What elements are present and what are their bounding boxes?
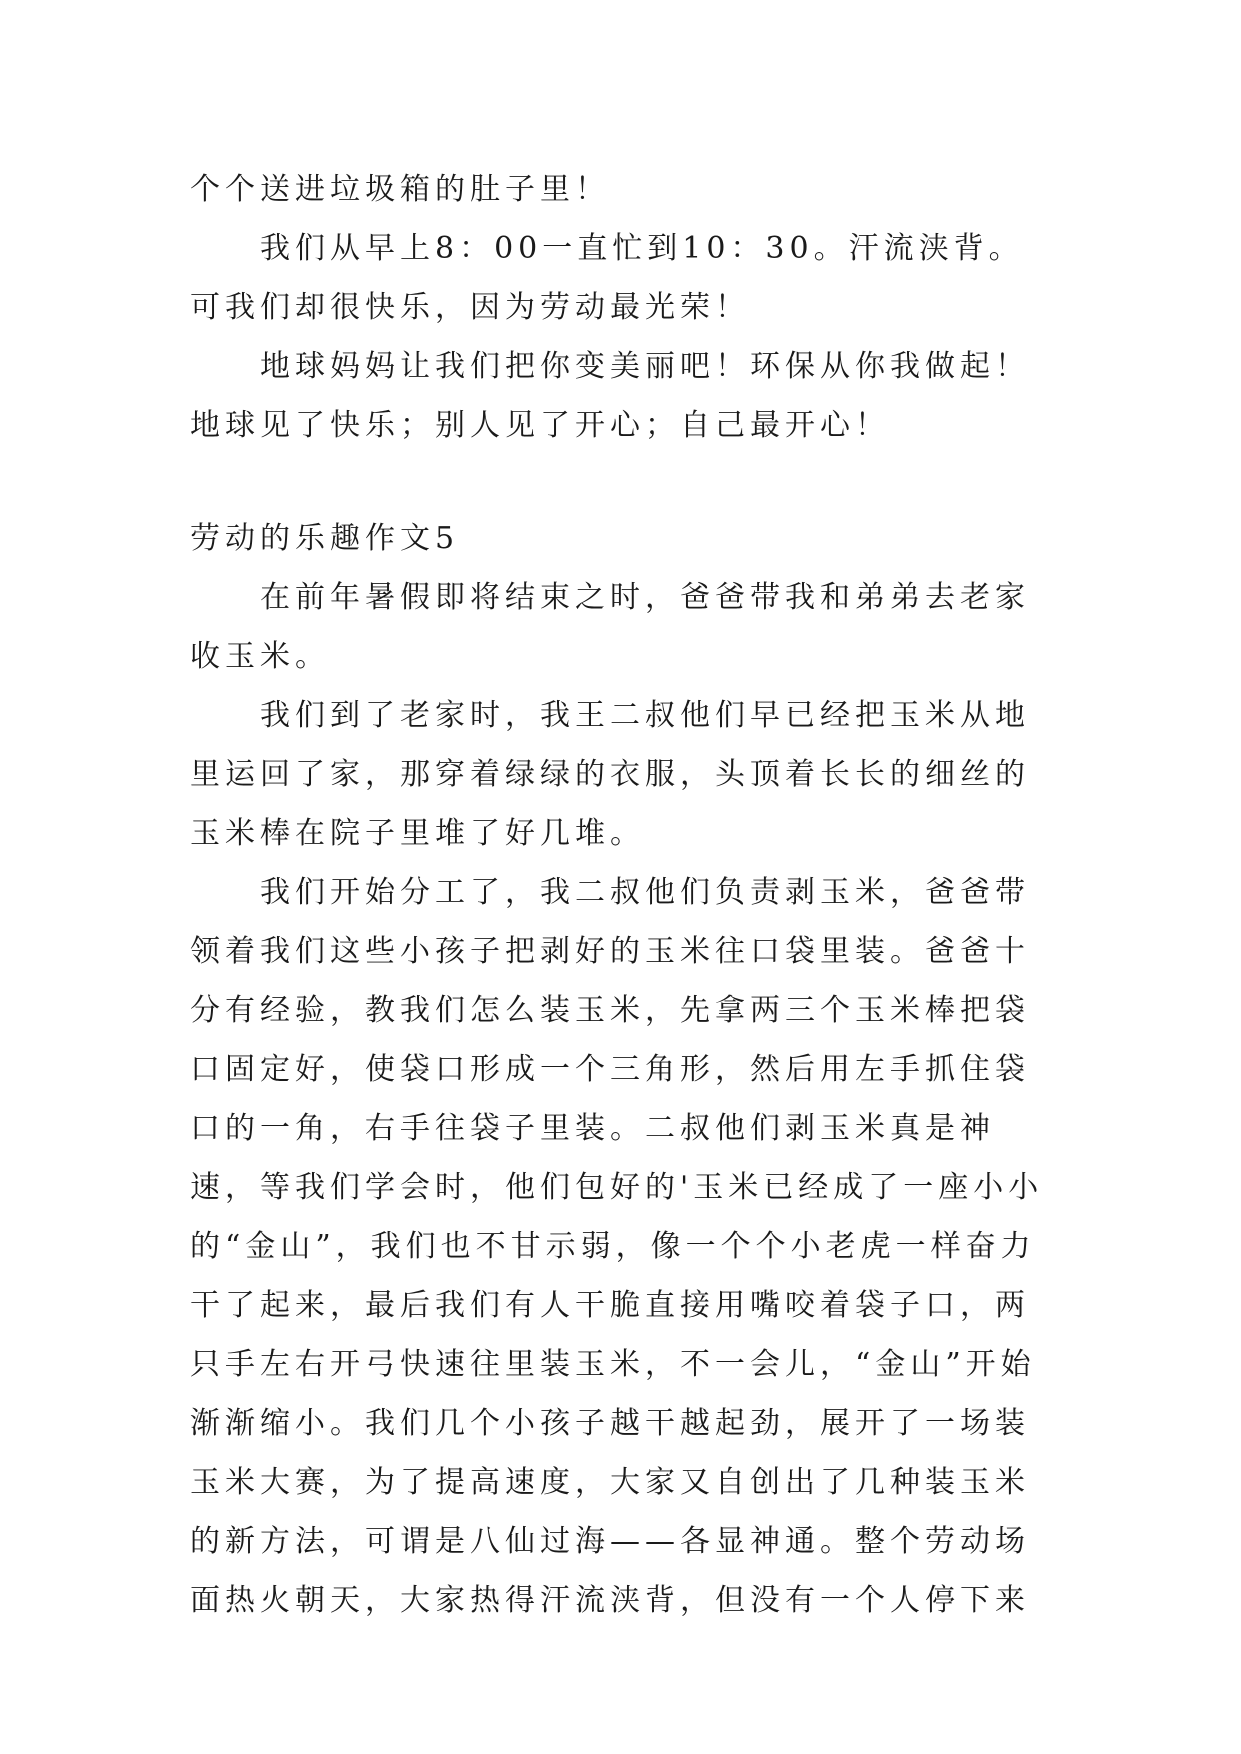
paragraph-continuation: 个个送进垃圾箱的肚子里！ xyxy=(190,172,610,207)
paragraph: 在前年暑假即将结束之时，爸爸带我和弟弟去老家收玉米。 xyxy=(190,580,1030,674)
document-body xyxy=(190,160,1052,1630)
paragraph: 我们从早上8：00一直忙到10：30。汗流浃背。可我们却很快乐，因为劳动最光荣！ xyxy=(190,231,1024,325)
section-title: 劳动的乐趣作文5 xyxy=(190,521,460,556)
paragraph: 我们到了老家时，我王二叔他们早已经把玉米从地里运回了家，那穿着绿绿的衣服，头顶着长长的细丝的玉米棒在院子里堆了好几堆。 xyxy=(190,698,1030,851)
paragraph: 我们开始分工了，我二叔他们负责剥玉米，爸爸带领着我们这些小孩子把剥好的玉米往口袋里装。爸爸十分有经验，教我们怎么装玉米，先拿两三个玉米棒把袋口固定好，使袋口形成一个三角形，然后用左手抓住袋口的一角，右手往袋子里装。二叔他们剥玉米真是神速，等我们学会时，他们包好的'玉米已经成了一座小小的“金山”，我们也不甘示弱，像一个个小老虎一样奋力干了起来，最后我们有人干脆直接用嘴咬着袋子口，两只手左右开弓快速往里装玉米，不一会儿，“金山”开始渐渐缩小。我们几个小孩子越干越起劲，展开了一场装玉米大赛，为了提高速度，大家又自创出了几种装玉米的新方法，可谓是八仙过海——各显神通。整个劳动场面热火朝天，大家热得汗流浃背，但没有一个人停下来 xyxy=(190,875,1044,1618)
paragraph: 地球妈妈让我们把你变美丽吧！环保从你我做起！地球见了快乐；别人见了开心；自己最开心！ xyxy=(190,349,1030,443)
